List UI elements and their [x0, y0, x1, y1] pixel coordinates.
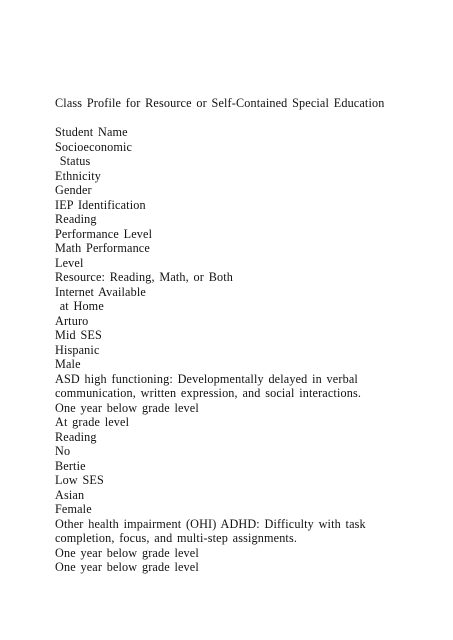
- text-line: One year below grade level: [55, 400, 199, 415]
- text-line: Socioeconomic: [55, 139, 133, 154]
- text-line: Math Performance: [55, 241, 150, 255]
- document-title: Class Profile for Resource or Self-Contained Special Education: [55, 96, 385, 110]
- text-line: Internet Available: [55, 284, 146, 299]
- text-line: Low SES: [55, 473, 104, 487]
- text-line: At grade level: [55, 415, 130, 429]
- text-line: One year below grade level: [55, 560, 199, 574]
- text-line: Bertie: [55, 458, 86, 473]
- text-line: Other health impairment (OHI) ADHD: Difficulty with task: [55, 516, 366, 531]
- text-line: Performance Level: [55, 226, 153, 241]
- text-line: Mid SES: [55, 328, 102, 342]
- text-line: Reading: [55, 212, 97, 226]
- text-line: Ethnicity: [55, 168, 102, 183]
- text-line: Female: [55, 502, 92, 516]
- text-line: IEP Identification: [55, 197, 146, 212]
- text-line: Reading: [55, 429, 97, 444]
- text-line: Resource: Reading, Math, or Both: [55, 270, 234, 284]
- document-body: [55, 96, 415, 575]
- text-line: communication, written expression, and social interactions.: [55, 386, 362, 400]
- text-line: Student Name: [55, 125, 128, 139]
- text-line: ASD high functioning: Developmentally delayed in verbal: [55, 371, 358, 386]
- text-line: One year below grade level: [55, 545, 199, 560]
- text-line: Level: [55, 255, 84, 270]
- text-line: Arturo: [55, 313, 89, 328]
- text-line: completion, focus, and multi-step assignments.: [55, 531, 298, 545]
- paragraph-gap: [55, 111, 415, 126]
- text-line: Gender: [55, 183, 92, 197]
- text-line: Status: [55, 154, 91, 168]
- text-line: at Home: [55, 299, 104, 313]
- text-line: Male: [55, 357, 81, 371]
- text-line: No: [55, 444, 71, 458]
- text-line: Hispanic: [55, 342, 100, 357]
- text-line: Asian: [55, 487, 85, 502]
